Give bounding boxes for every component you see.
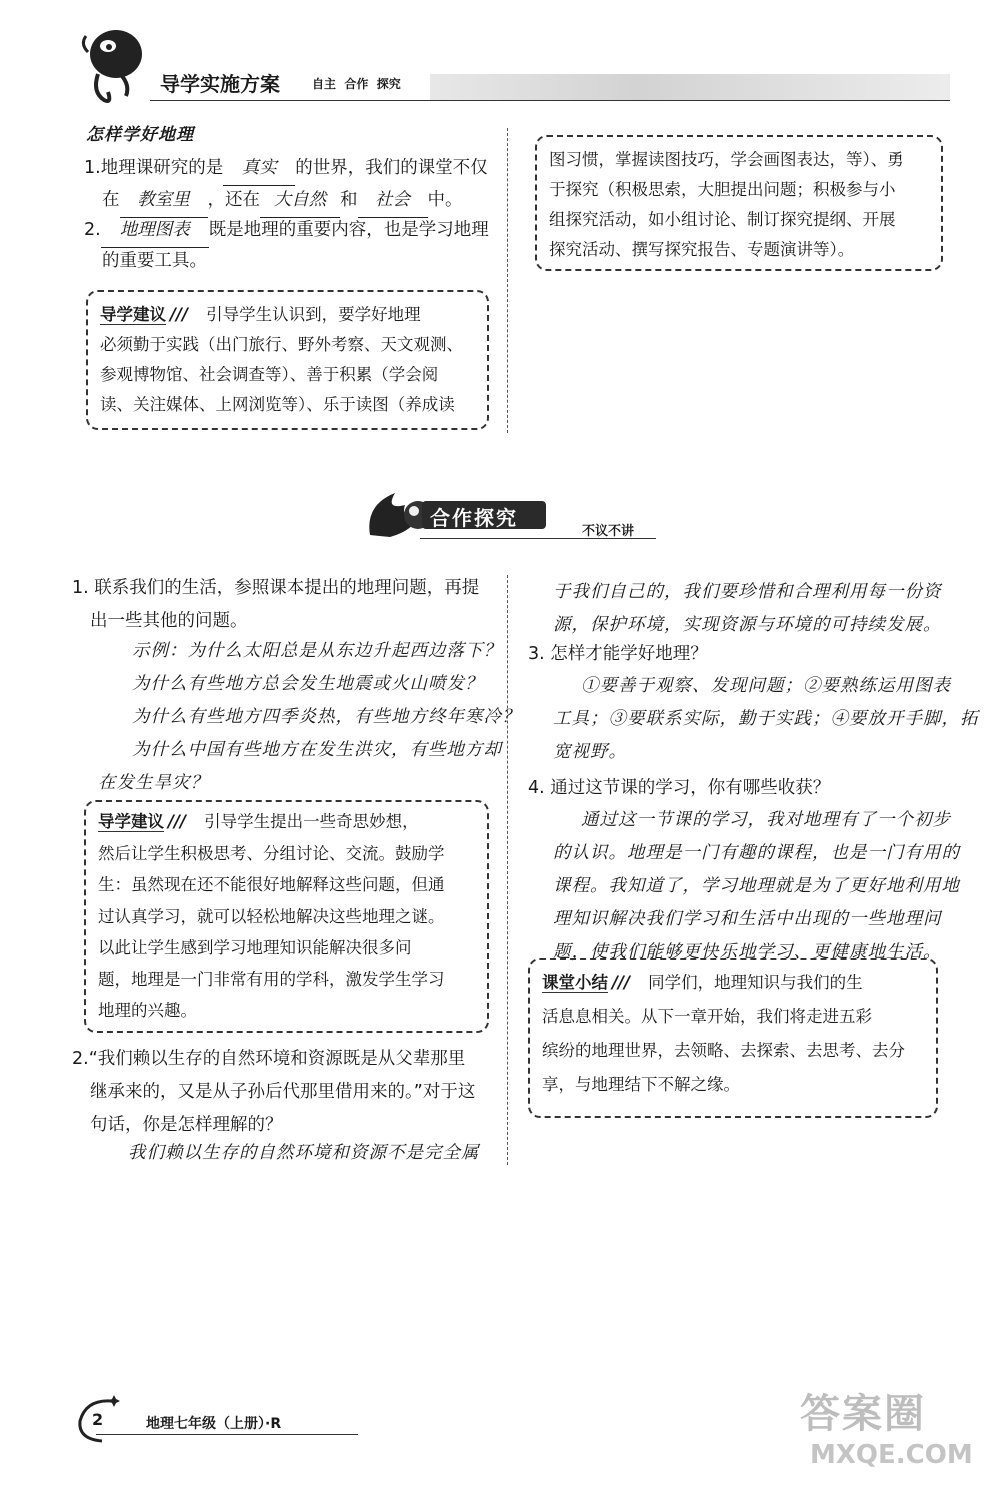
book-title: 地理七年级（上册）·R (146, 1416, 282, 1432)
banner-subtitle: 不议不讲 (582, 524, 635, 539)
tip-tag: 导学建议 (100, 305, 166, 324)
header-subtitle: 自主 合作 探究 (312, 77, 401, 91)
left-a1: 示例：为什么太阳总是从东边升起西边落下？ 为什么有些地方总会发生地震或火山喷发？ 为什么有些地方四季炎热，有些地方终年寒冷？ 为什么中国有些地方在发生洪灾，有些地方却 在发生旱灾？ (98, 641, 521, 793)
question-1-line2: 在 教室里 ，还在 大自然 和 社会 中。 (102, 184, 463, 218)
guide-tip-box-2: 导学建议 /// 引导学生提出一些奇思妙想， 然后让学生积极思考、分组讨论、交流。鼓励学 生：虽然现在还不能很好地解释这些问题，但通 过认真学习，就可以轻松地解决这些地理之谜。 以此让学生感到学习地理知识能解决很多问 题，地理是一门非常有用的学科，激发学生学习 地理的兴趣。 (84, 800, 489, 1033)
watermark-logo: 答案圈 (800, 1391, 926, 1437)
footer-rule (96, 1434, 358, 1435)
answer-blank: 真实 (223, 152, 295, 186)
summary-tag: 课堂小结 (542, 973, 608, 992)
tip-tag: 导学建议 (98, 812, 164, 831)
banner-rule (420, 538, 656, 539)
answer-blank: 教室里 (120, 184, 208, 218)
right-a3: ①要善于观察、发现问题；②要熟练运用图表 工具；③要联系实际，勤于实践；④要放开手脚，拓 宽视野。 (553, 676, 979, 762)
guide-tip-box-1: 导学建议 /// 引导学生认识到，要学好地理 必须勤于实践（出门旅行、野外考察、天文观测、 参观博物馆、社会调查等）、善于积累（学会阅 读、关注媒体、上网浏览等）、乐于读图（养成读 (86, 290, 489, 430)
page-number: 2 (92, 1410, 104, 1429)
header-title: 导学实施方案 (160, 72, 280, 96)
left-a2: 我们赖以生存的自然环境和资源不是完全属 (128, 1143, 480, 1163)
question-2-line2: 的重要工具。 (102, 251, 207, 271)
section-heading: 怎样学好地理 (86, 125, 194, 145)
question-1: 1.地理课研究的是 真实 的世界，我们的课堂不仅 (84, 152, 488, 186)
left-q1: 1. 联系我们的生活，参照课本提出的地理问题，再提 出一些其他的问题。 (72, 578, 480, 631)
right-a4: 通过这一节课的学习，我对地理有了一个初步 的认识。地理是一门有趣的课程，也是一门有用的 课程。我知道了，学习地理就是为了更好地利用地 理知识解决我们学习和生活中出现的一些地理问 题，使我们能够更快乐地学习、更健康地生活。 (553, 810, 960, 962)
right-q3: 3. 怎样才能学好地理？ (528, 644, 708, 664)
right-a2-cont: 于我们自己的，我们要珍惜和合理利用每一份资 源，保护环境，实现资源与环境的可持续发展。 (553, 582, 942, 635)
banner-title: 合作探究 (430, 506, 518, 530)
column-divider-top (507, 128, 508, 433)
class-summary-box: 课堂小结 /// 同学们，地理知识与我们的生 活息息相关。从下一章开始，我们将走进五彩 缤纷的地理世界，去领略、去探索、去思考、去分 享，与地理结下不解之缘。 (528, 958, 938, 1118)
section-banner (360, 485, 660, 545)
header-band (430, 74, 950, 100)
answer-blank: 地理图表 (101, 214, 209, 248)
guide-tip-box-1-cont: 图习惯，掌握读图技巧，学会画图表达，等）、勇 于探究（积极思索，大胆提出问题；积极参与小 组探究活动，如小组讨论、制订探究提纲、开展 探究活动、撰写探究报告、专题演讲等）。 (535, 135, 943, 271)
answer-blank: 大自然 (260, 184, 340, 218)
answer-blank: 社会 (358, 184, 428, 218)
watermark-url: MXQE.COM (810, 1440, 973, 1470)
question-2: 2. 地理图表 既是地理的重要内容，也是学习地理 (84, 214, 489, 248)
mascot-icon (78, 22, 148, 107)
right-q4: 4. 通过这节课的学习，你有哪些收获？ (528, 778, 831, 798)
header-rule (150, 100, 950, 101)
left-q2: 2.“我们赖以生存的自然环境和资源既是从父辈那里 继承来的，又是从子孙后代那里借用来的。”对于这 句话，你是怎样理解的？ (72, 1049, 476, 1135)
